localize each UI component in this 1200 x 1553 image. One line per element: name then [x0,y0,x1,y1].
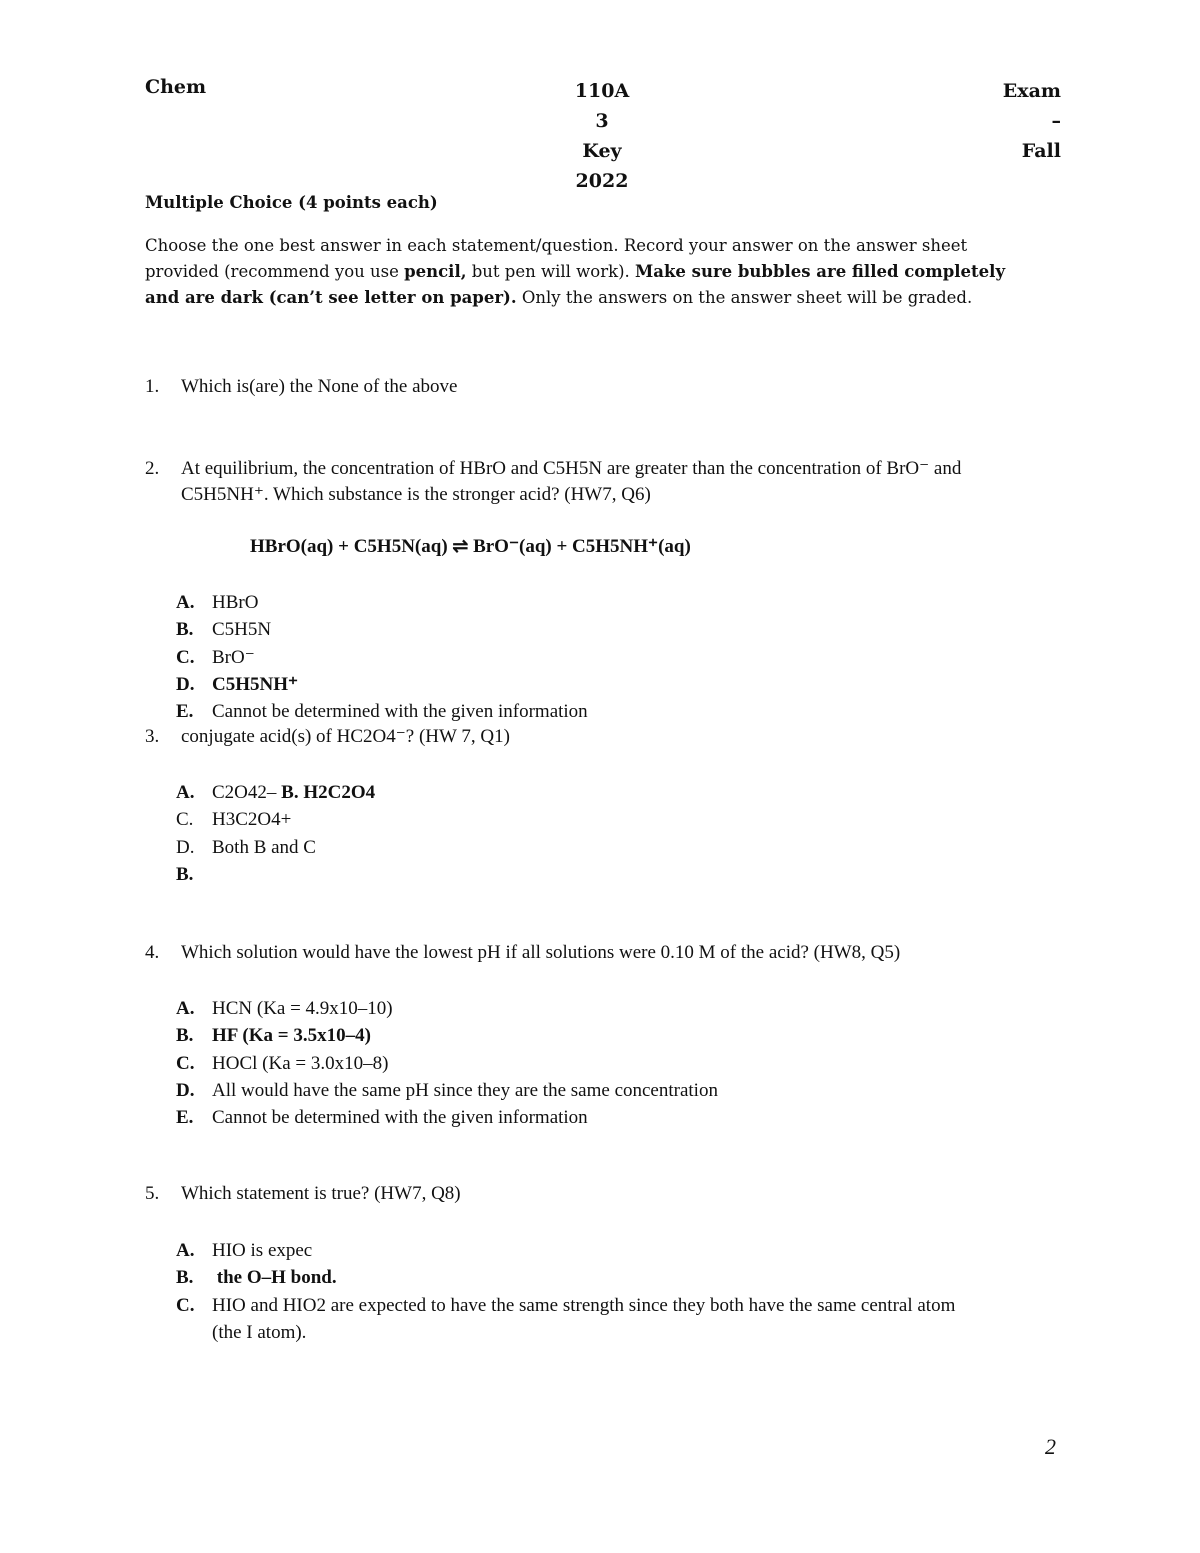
option-e [176,1104,718,1131]
option-text: HCN (Ka = 4.9x10–10) [212,998,393,1019]
instructions-text: Only the answers on the answer sheet will be graded. [516,288,973,307]
option-d [176,1077,718,1104]
instructions [145,233,1005,311]
option-letter: B. [176,863,194,885]
option-text: Cannot be determined with the given information [212,1107,588,1129]
question-3 [145,725,510,748]
option-b [176,616,588,643]
page-number: 2 [1045,1434,1056,1459]
header-right-line: Fall [1021,140,1061,162]
option-text-correct: B. H2C2O4 [281,782,376,803]
header-center-line: 110A [574,80,630,102]
question-number: 3. [145,726,160,747]
header-right [900,76,1061,166]
option-e [176,698,588,725]
option-letter: E. [176,701,194,723]
option-text: HIO is expec [212,1240,313,1261]
instructions-emphasis: Make sure bubbles are filled completely [635,262,1006,281]
option-c [176,1050,718,1077]
q3-options [176,779,375,888]
header-left: Chem [145,76,207,98]
option-text: BrO⁻ [212,646,255,668]
instructions-line-3 [145,285,1005,311]
option-letter: C. [176,646,195,668]
instructions-line-1: Choose the one best answer in each statement/question. Record your answer on the answer sheet [145,236,968,255]
option-letter: B. [176,1267,194,1289]
q4-options [176,995,718,1131]
option-letter: C. [176,1052,195,1074]
option-letter: D. [176,1079,195,1101]
instructions-emphasis: pencil, [404,262,467,281]
header-right-line: Exam [1002,80,1061,102]
option-text: C5H5N [212,619,272,641]
instructions-emphasis: and are dark (can’t see letter on paper). [145,288,517,307]
option-letter: B. [176,619,194,641]
question-text: At equilibrium, the concentration of HBrO and C5H5N are greater than the concentration of BrO⁻ and [181,458,962,479]
question-number: 5. [145,1183,160,1204]
header-right-line: – [1051,110,1061,132]
option-b [176,1264,955,1291]
question-number: 1. [145,376,160,397]
question-number: 2. [145,458,160,479]
section-title: Multiple Choice (4 points each) [145,193,438,212]
question-text: Which solution would have the lowest pH if all solutions were 0.10 M of the acid? (HW8, Q5) [181,942,901,963]
question-2 [145,456,961,508]
option-text: C2O42– [212,782,277,803]
option-text-correct: the O–H bond. [212,1267,337,1289]
option-letter: A. [176,1240,195,1261]
question-text: Which is(are) the None of the above [181,376,458,397]
question-5 [145,1183,461,1205]
option-c [176,1292,955,1319]
option-letter: B. [176,1025,194,1047]
option-b [176,861,375,888]
option-letter: E. [176,1107,194,1129]
option-d [176,671,588,698]
option-letter: A. [176,782,195,803]
q5-options [176,1237,955,1346]
question-text: conjugate acid(s) of HC2O4⁻? (HW 7, Q1) [181,726,510,747]
option-text: Cannot be determined with the given information [212,701,588,723]
option-text: All would have the same pH since they are the same concentration [212,1079,718,1101]
option-text: HBrO [212,592,259,613]
header-center-line: 3 [595,110,609,132]
instructions-text: but pen will work). [466,262,636,281]
option-d [176,834,375,861]
header-center [552,76,652,196]
option-text-cont: (the I atom). [212,1321,307,1343]
option-letter: A. [176,592,195,613]
option-c [176,644,588,671]
question-1 [145,376,457,398]
option-letter: A. [176,998,195,1019]
q2-options [176,589,588,725]
question-number: 4. [145,942,160,963]
option-text: Both B and C [212,836,316,858]
option-text: HIO and HIO2 are expected to have the same strength since they both have the same central atom [212,1294,956,1316]
question-text-cont: C5H5NH⁺. Which substance is the stronger acid? (HW7, Q6) [181,484,651,505]
option-text: HOCl (Ka = 3.0x10–8) [212,1052,389,1074]
equation: HBrO(aq) + C5H5N(aq) ⇌ BrO⁻(aq) + C5H5NH⁺(aq) [250,536,691,557]
question-4 [145,942,900,964]
option-text-correct: C5H5NH⁺ [212,673,299,695]
header-center-line: 2022 [575,170,629,192]
question-text: Which statement is true? (HW7, Q8) [181,1183,461,1204]
instructions-text: provided (recommend you use [145,262,405,281]
option-text-correct: HF (Ka = 3.5x10–4) [212,1025,371,1047]
option-letter: C. [176,1294,195,1316]
option-a [176,1237,955,1264]
option-a [176,779,375,806]
option-a [176,589,588,616]
option-letter: C. [176,809,194,831]
option-b [176,1022,718,1049]
instructions-line-2 [145,259,1005,285]
header-center-line: Key [582,140,622,162]
option-letter: D. [176,673,195,695]
option-letter: D. [176,836,195,858]
option-text: H3C2O4+ [212,809,292,831]
option-a [176,995,718,1022]
option-c [176,806,375,833]
